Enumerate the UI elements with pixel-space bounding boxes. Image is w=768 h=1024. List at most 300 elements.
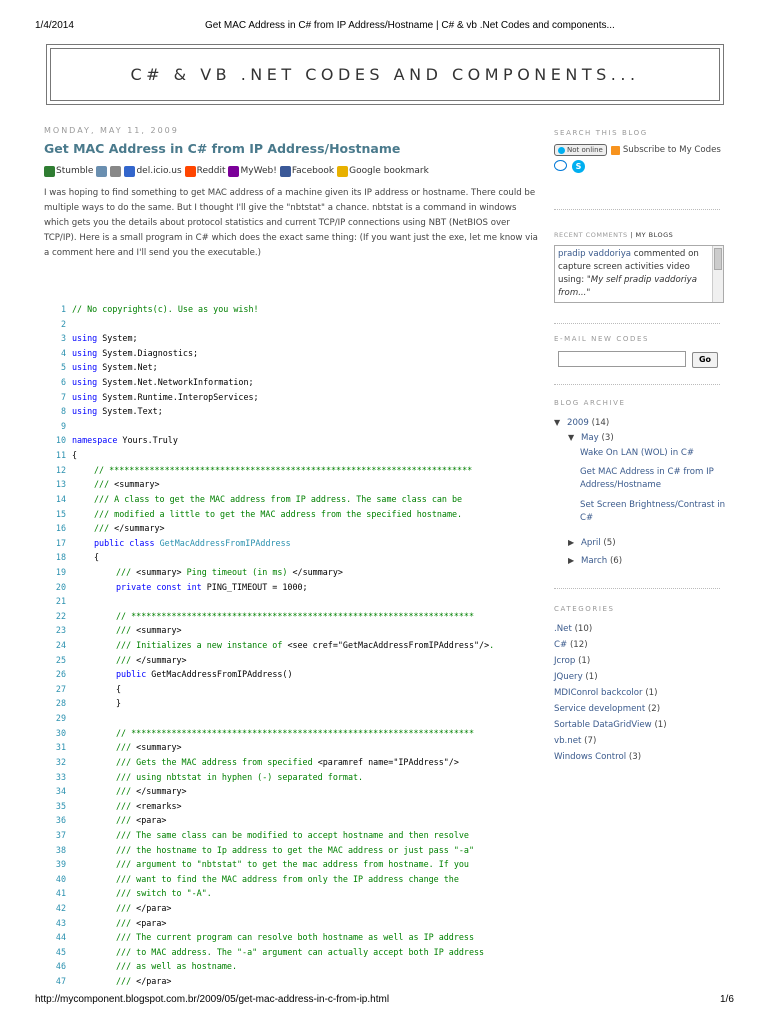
comment-text: commented on capture screen activities video using:	[558, 249, 699, 285]
code-text	[72, 813, 166, 828]
category-count: (7)	[584, 736, 597, 746]
digg-icon[interactable]	[96, 166, 107, 177]
divider	[554, 588, 720, 589]
code-text	[72, 726, 474, 741]
code-token: ///	[116, 815, 137, 826]
triangle-right-icon[interactable]: ▶	[568, 538, 575, 547]
code-line	[44, 828, 564, 843]
code-token: // No copyrights(c). Use as you wish!	[72, 304, 259, 314]
tab-my-blogs[interactable]: MY BLOGS	[635, 231, 674, 239]
line-number: 37	[55, 829, 66, 840]
code-line	[44, 799, 564, 814]
code-token: System.Net.NetworkInformation;	[97, 377, 254, 388]
rss-icon	[611, 146, 620, 155]
share-delicious[interactable]	[124, 166, 181, 177]
share-facebook[interactable]	[280, 166, 334, 177]
category-count: (1)	[645, 688, 658, 698]
google-star-icon[interactable]	[337, 166, 348, 177]
code-text	[72, 360, 158, 375]
code-text	[72, 740, 182, 755]
code-token: using	[72, 391, 98, 402]
code-line	[44, 346, 564, 361]
share-stumbleupon[interactable]	[44, 166, 93, 177]
line-number: 38	[55, 844, 66, 855]
tab-separator: |	[630, 231, 633, 239]
code-line	[44, 916, 564, 931]
code-token: Ping timeout (in ms)	[181, 566, 293, 577]
line-number: 30	[55, 727, 66, 738]
line-number: 21	[55, 596, 66, 607]
comment-quote[interactable]: "My self pradip vaddoriya from..."	[558, 275, 698, 298]
code-line	[44, 404, 564, 419]
post-title[interactable]: Get MAC Address in C# from IP Address/Hostname	[44, 141, 401, 156]
recent-comments-box	[554, 245, 724, 303]
line-number: 29	[55, 713, 66, 724]
code-token: <summary>	[136, 625, 182, 636]
code-token: /// A class to get the MAC address from IP address. The same class can be	[94, 493, 463, 504]
code-token: ///	[116, 917, 137, 928]
line-number: 20	[55, 581, 66, 592]
code-text	[72, 930, 474, 945]
code-text	[72, 492, 462, 507]
code-token: ///	[116, 566, 137, 577]
code-token: ///	[116, 976, 137, 987]
code-token: // ********************************************************************	[116, 610, 474, 621]
code-text	[72, 901, 171, 916]
tab-recent-comments[interactable]: RECENT COMMENTS	[554, 231, 628, 239]
archive-post[interactable]: Set Screen Brightness/Contrast in C#	[580, 500, 726, 523]
code-token: <para>	[136, 815, 167, 826]
code-line	[44, 317, 564, 332]
code-line	[44, 580, 564, 595]
code-token: System;	[97, 333, 138, 344]
code-line	[44, 857, 564, 872]
triangle-down-icon[interactable]: ▼	[554, 418, 561, 427]
line-number: 24	[55, 640, 66, 651]
code-token: </summary>	[114, 523, 165, 534]
archive-month-may[interactable]: ▼ May (3)	[568, 433, 614, 443]
skype-status-badge[interactable]	[554, 144, 607, 156]
code-text	[72, 609, 474, 624]
code-token: using	[72, 377, 98, 388]
print-date: 1/4/2014	[35, 20, 74, 31]
code-line	[44, 784, 564, 799]
divider	[554, 209, 720, 210]
code-token: /// using nbtstat in hyphen (-) separated format.	[116, 771, 364, 782]
code-text	[72, 974, 171, 989]
code-token: /// switch to "-A".	[116, 888, 212, 899]
code-token: /// Gets the MAC address from specified	[116, 756, 318, 767]
code-token: ///	[116, 902, 137, 913]
category-name[interactable]: Windows Control	[554, 752, 627, 762]
category-count: (1)	[585, 672, 598, 682]
code-line	[44, 623, 564, 638]
code-token: public	[116, 669, 147, 680]
line-number: 10	[55, 435, 66, 446]
divider	[554, 323, 720, 324]
code-line	[44, 550, 564, 565]
recent-comments-scrollbar[interactable]	[712, 246, 723, 302]
archive-month-march[interactable]: ▶ March (6)	[568, 556, 623, 566]
chat-bubble-icon[interactable]	[554, 160, 567, 171]
code-token: /// The current program can resolve both hostname as well as IP address	[116, 932, 474, 943]
line-number: 17	[55, 537, 66, 548]
print-header	[0, 0, 768, 40]
code-token: using	[72, 362, 98, 373]
line-number: 46	[55, 961, 66, 972]
share-digg[interactable]	[96, 166, 107, 177]
code-text	[72, 667, 293, 682]
code-token: /// argument to "nbtstat" to get the mac address from hostname. If you	[116, 859, 469, 870]
post	[44, 126, 540, 261]
archive-month-april[interactable]: ▶ April (5)	[568, 538, 616, 548]
code-token: {	[72, 450, 78, 461]
line-number: 32	[55, 756, 66, 767]
code-token: namespace	[72, 435, 118, 446]
code-token: /// The same class can be modified to accept hostname and then resolve	[116, 829, 469, 840]
code-token: GetMacAddressFromIPAddress()	[146, 669, 293, 680]
category-name[interactable]: Jcrop	[554, 656, 576, 666]
code-token: </summary>	[136, 786, 187, 797]
code-token: using	[72, 406, 98, 417]
category-count: (12)	[569, 640, 588, 650]
code-token: private const int	[116, 581, 202, 592]
code-token: GetMacAddressFromIPAddress	[159, 537, 291, 548]
line-number: 14	[55, 493, 66, 504]
share-label[interactable]: MyWeb!	[240, 166, 277, 176]
line-number: 39	[55, 859, 66, 870]
code-token: ///	[94, 523, 115, 534]
share-label[interactable]: Google bookmark	[349, 166, 429, 176]
line-number: 27	[55, 683, 66, 694]
code-line	[44, 696, 564, 711]
email-heading: E-MAIL NEW CODES	[554, 335, 650, 343]
line-number: 43	[55, 917, 66, 928]
category-link[interactable]	[554, 656, 590, 666]
code-line	[44, 813, 564, 828]
code-line	[44, 755, 564, 770]
code-line	[44, 872, 564, 887]
code-line	[44, 667, 564, 682]
category-count: (3)	[628, 752, 642, 762]
code-text	[72, 653, 187, 668]
line-number: 22	[55, 610, 66, 621]
share-label[interactable]: Stumble	[56, 166, 94, 176]
code-text	[72, 565, 343, 580]
category-name[interactable]: Sortable DataGridView	[554, 720, 652, 730]
code-line	[44, 521, 564, 536]
line-number: 8	[60, 406, 66, 417]
scrollbar-thumb[interactable]	[714, 248, 722, 270]
triangle-down-icon[interactable]: ▼	[568, 433, 575, 442]
line-number: 41	[55, 888, 66, 899]
code-line	[44, 682, 564, 697]
category-link[interactable]	[554, 720, 667, 730]
line-number: 11	[55, 450, 66, 461]
code-line	[44, 843, 564, 858]
code-line	[44, 594, 564, 609]
code-text	[72, 346, 198, 361]
code-text	[72, 433, 178, 448]
code-token: ///	[116, 654, 137, 665]
category-link[interactable]	[554, 736, 596, 746]
subscribe-link[interactable]	[611, 145, 721, 155]
line-number: 16	[55, 523, 66, 534]
line-number: 47	[55, 976, 66, 987]
code-token: System.Diagnostics;	[97, 347, 199, 358]
code-token: {	[116, 683, 122, 694]
go-button[interactable]: Go	[692, 352, 718, 368]
code-token: <summary>	[114, 479, 160, 490]
category-link[interactable]	[554, 704, 660, 714]
code-token: <para>	[136, 917, 167, 928]
line-number: 23	[55, 625, 66, 636]
line-number: 40	[55, 873, 66, 884]
line-number: 19	[55, 566, 66, 577]
code-text	[72, 770, 363, 785]
code-line	[44, 536, 564, 551]
code-line	[44, 945, 564, 960]
line-number: 42	[55, 902, 66, 913]
code-text	[72, 550, 99, 565]
code-text	[72, 477, 160, 492]
code-text	[72, 390, 259, 405]
code-token: <see cref="GetMacAddressFromIPAddress"/>	[287, 640, 490, 651]
code-token: </summary>	[292, 566, 343, 577]
category-link[interactable]	[554, 688, 658, 698]
code-token: /// to MAC address. The "-a" argument can actually accept both IP address	[116, 946, 485, 957]
subscribe-label: Subscribe to My Codes	[622, 145, 721, 155]
code-line	[44, 448, 564, 463]
code-text	[72, 448, 77, 463]
share-yahoo-myweb[interactable]	[228, 166, 276, 177]
code-line	[44, 609, 564, 624]
line-number: 44	[55, 932, 66, 943]
line-number: 36	[55, 815, 66, 826]
category-name[interactable]: JQuery	[554, 672, 583, 682]
code-line	[44, 770, 564, 785]
stumbleupon-icon[interactable]	[44, 166, 55, 177]
code-text	[72, 945, 484, 960]
code-token: .	[489, 640, 495, 651]
code-line	[44, 463, 564, 478]
skype-call-icon[interactable]: S	[572, 160, 585, 173]
code-text	[72, 507, 462, 522]
code-text	[72, 696, 121, 711]
code-line	[44, 375, 564, 390]
code-line	[44, 565, 564, 580]
code-token: Yours.Truly	[117, 435, 178, 446]
skype-icon	[558, 147, 565, 154]
category-link[interactable]	[554, 752, 641, 762]
line-number: 9	[60, 420, 66, 431]
line-number: 2	[60, 318, 66, 329]
line-number: 4	[60, 347, 66, 358]
print-page-title: Get MAC Address in C# from IP Address/Hostname | C# & vb .Net Codes and components...	[205, 20, 615, 31]
code-line	[44, 419, 564, 434]
code-text	[72, 799, 182, 814]
share-reddit[interactable]	[185, 166, 226, 177]
code-token: ///	[116, 625, 137, 636]
code-token: <summary>	[136, 566, 182, 577]
line-number: 5	[60, 362, 66, 373]
print-page-number: 1/6	[720, 994, 734, 1005]
code-line	[44, 930, 564, 945]
code-text	[72, 536, 291, 551]
code-line	[44, 390, 564, 405]
line-number: 7	[60, 391, 66, 402]
code-line	[44, 360, 564, 375]
code-token: /// want to find the MAC address from only the IP address change the	[116, 873, 459, 884]
code-line	[44, 477, 564, 492]
code-text	[72, 872, 459, 887]
code-token: /// modified a little to get the MAC address from the specified hostname.	[94, 508, 463, 519]
reddit-icon[interactable]	[185, 166, 196, 177]
code-token: // ************************************************************************	[94, 464, 473, 475]
post-body: I was hoping to find something to get MAC address of a machine given its IP address or hostname. There could be multiple ways to do the same. But I thought I'll give the "nbtstat" a chance. nbtstat is a command in windows which gets you the details about protocol statistics and current TCP/IP connections using NBT (NetBIOS over TCP/IP). Here is a small program in C# which does the exact same thing: (If you want just the exe, let me know via a comment here and I'll send you the executable.)	[44, 188, 538, 258]
category-name[interactable]: vb.net	[554, 736, 582, 746]
code-token: <paramref name="IPAddress"/>	[317, 756, 459, 767]
code-text	[72, 828, 469, 843]
triangle-right-icon[interactable]: ▶	[568, 556, 575, 565]
line-number: 33	[55, 771, 66, 782]
code-text	[72, 682, 121, 697]
code-text	[72, 580, 308, 595]
line-number: 26	[55, 669, 66, 680]
code-text	[72, 463, 472, 478]
category-name[interactable]: Service development	[554, 704, 646, 714]
code-line	[44, 492, 564, 507]
line-number: 45	[55, 946, 66, 957]
code-token: /// Initializes a new instance of	[116, 640, 288, 651]
email-input[interactable]	[558, 351, 686, 367]
code-token: }	[116, 698, 122, 709]
code-token: <summary>	[136, 742, 182, 753]
code-text	[72, 302, 259, 317]
code-line	[44, 507, 564, 522]
post-date: MONDAY, MAY 11, 2009	[44, 126, 179, 135]
line-number: 31	[55, 742, 66, 753]
share-broken-image[interactable]	[110, 166, 121, 177]
code-line	[44, 638, 564, 653]
code-line	[44, 331, 564, 346]
code-line	[44, 726, 564, 741]
code-line	[44, 433, 564, 448]
category-name[interactable]: MDIConrol backcolor	[554, 688, 643, 698]
line-number: 35	[55, 800, 66, 811]
archive-post[interactable]: Wake On LAN (WOL) in C#	[580, 448, 695, 458]
category-link[interactable]	[554, 672, 598, 682]
code-line	[44, 302, 564, 317]
code-text	[72, 623, 182, 638]
blog-header	[46, 44, 724, 105]
code-text	[72, 404, 163, 419]
line-number: 25	[55, 654, 66, 665]
code-text	[72, 886, 212, 901]
share-label[interactable]: Reddit	[196, 166, 226, 176]
line-number: 3	[60, 333, 66, 344]
code-line	[44, 711, 564, 726]
code-token: System.Text;	[97, 406, 163, 417]
share-google-star[interactable]	[337, 166, 429, 177]
category-count: (10)	[574, 624, 593, 634]
code-token: ///	[116, 742, 137, 753]
share-label[interactable]: Facebook	[291, 166, 335, 176]
code-token: ///	[116, 800, 137, 811]
line-number: 15	[55, 508, 66, 519]
code-line	[44, 740, 564, 755]
code-text	[72, 521, 165, 536]
category-link[interactable]	[554, 640, 588, 650]
code-token: ///	[116, 786, 137, 797]
code-text	[72, 375, 254, 390]
skype-status-label: Not online	[567, 146, 603, 154]
comment-author[interactable]: pradip vaddoriya	[558, 249, 632, 259]
category-name[interactable]: .Net	[554, 624, 572, 634]
line-number: 12	[55, 464, 66, 475]
code-token: /// the hostname to Ip address to get the MAC address or just pass "-a"	[116, 844, 474, 855]
archive-post[interactable]: Get MAC Address in C# from IP Address/Hostname	[580, 467, 714, 490]
code-line	[44, 959, 564, 974]
print-url: http://mycomponent.blogspot.com.br/2009/05/get-mac-address-in-c-from-ip.html	[35, 994, 390, 1005]
archive-year-2009[interactable]: ▼ 2009 (14)	[554, 418, 610, 428]
code-text	[72, 959, 237, 974]
line-number: 1	[60, 304, 66, 314]
code-line	[44, 653, 564, 668]
code-token: using	[72, 333, 98, 344]
code-token: </summary>	[136, 654, 187, 665]
line-number: 13	[55, 479, 66, 490]
code-token: ///	[94, 479, 115, 490]
code-text	[72, 755, 459, 770]
category-count: (2)	[647, 704, 661, 714]
code-block	[44, 302, 564, 989]
code-token: <remarks>	[136, 800, 182, 811]
code-text	[72, 916, 166, 931]
category-count: (1)	[654, 720, 667, 730]
code-line	[44, 974, 564, 989]
facebook-icon[interactable]	[280, 166, 291, 177]
category-count: (1)	[578, 656, 591, 666]
code-token: PING_TIMEOUT = 1000;	[201, 581, 308, 592]
category-name[interactable]: C#	[554, 640, 568, 650]
delicious-icon[interactable]	[124, 166, 135, 177]
code-token: /// as well as hostname.	[116, 961, 238, 972]
code-token: System.Net;	[97, 362, 158, 373]
broken-image-icon[interactable]	[110, 166, 121, 177]
divider	[554, 384, 720, 385]
code-text	[72, 857, 469, 872]
code-text	[72, 843, 474, 858]
line-number: 6	[60, 377, 66, 388]
share-label[interactable]: del.icio.us	[136, 166, 182, 176]
code-token: using	[72, 347, 98, 358]
code-token: </para>	[136, 976, 172, 987]
blog-title[interactable]: C# & VB .NET CODES AND COMPONENTS...	[130, 65, 640, 84]
code-token: public class	[94, 537, 160, 548]
search-heading: SEARCH THIS BLOG	[554, 129, 648, 137]
line-number: 18	[55, 552, 66, 563]
code-line	[44, 901, 564, 916]
code-token: {	[94, 552, 100, 563]
line-number: 28	[55, 698, 66, 709]
archive-heading: BLOG ARCHIVE	[554, 399, 626, 407]
category-link[interactable]	[554, 624, 592, 634]
code-text	[72, 331, 138, 346]
line-number: 34	[55, 786, 66, 797]
code-text	[72, 638, 494, 653]
yahoo-myweb-icon[interactable]	[228, 166, 239, 177]
